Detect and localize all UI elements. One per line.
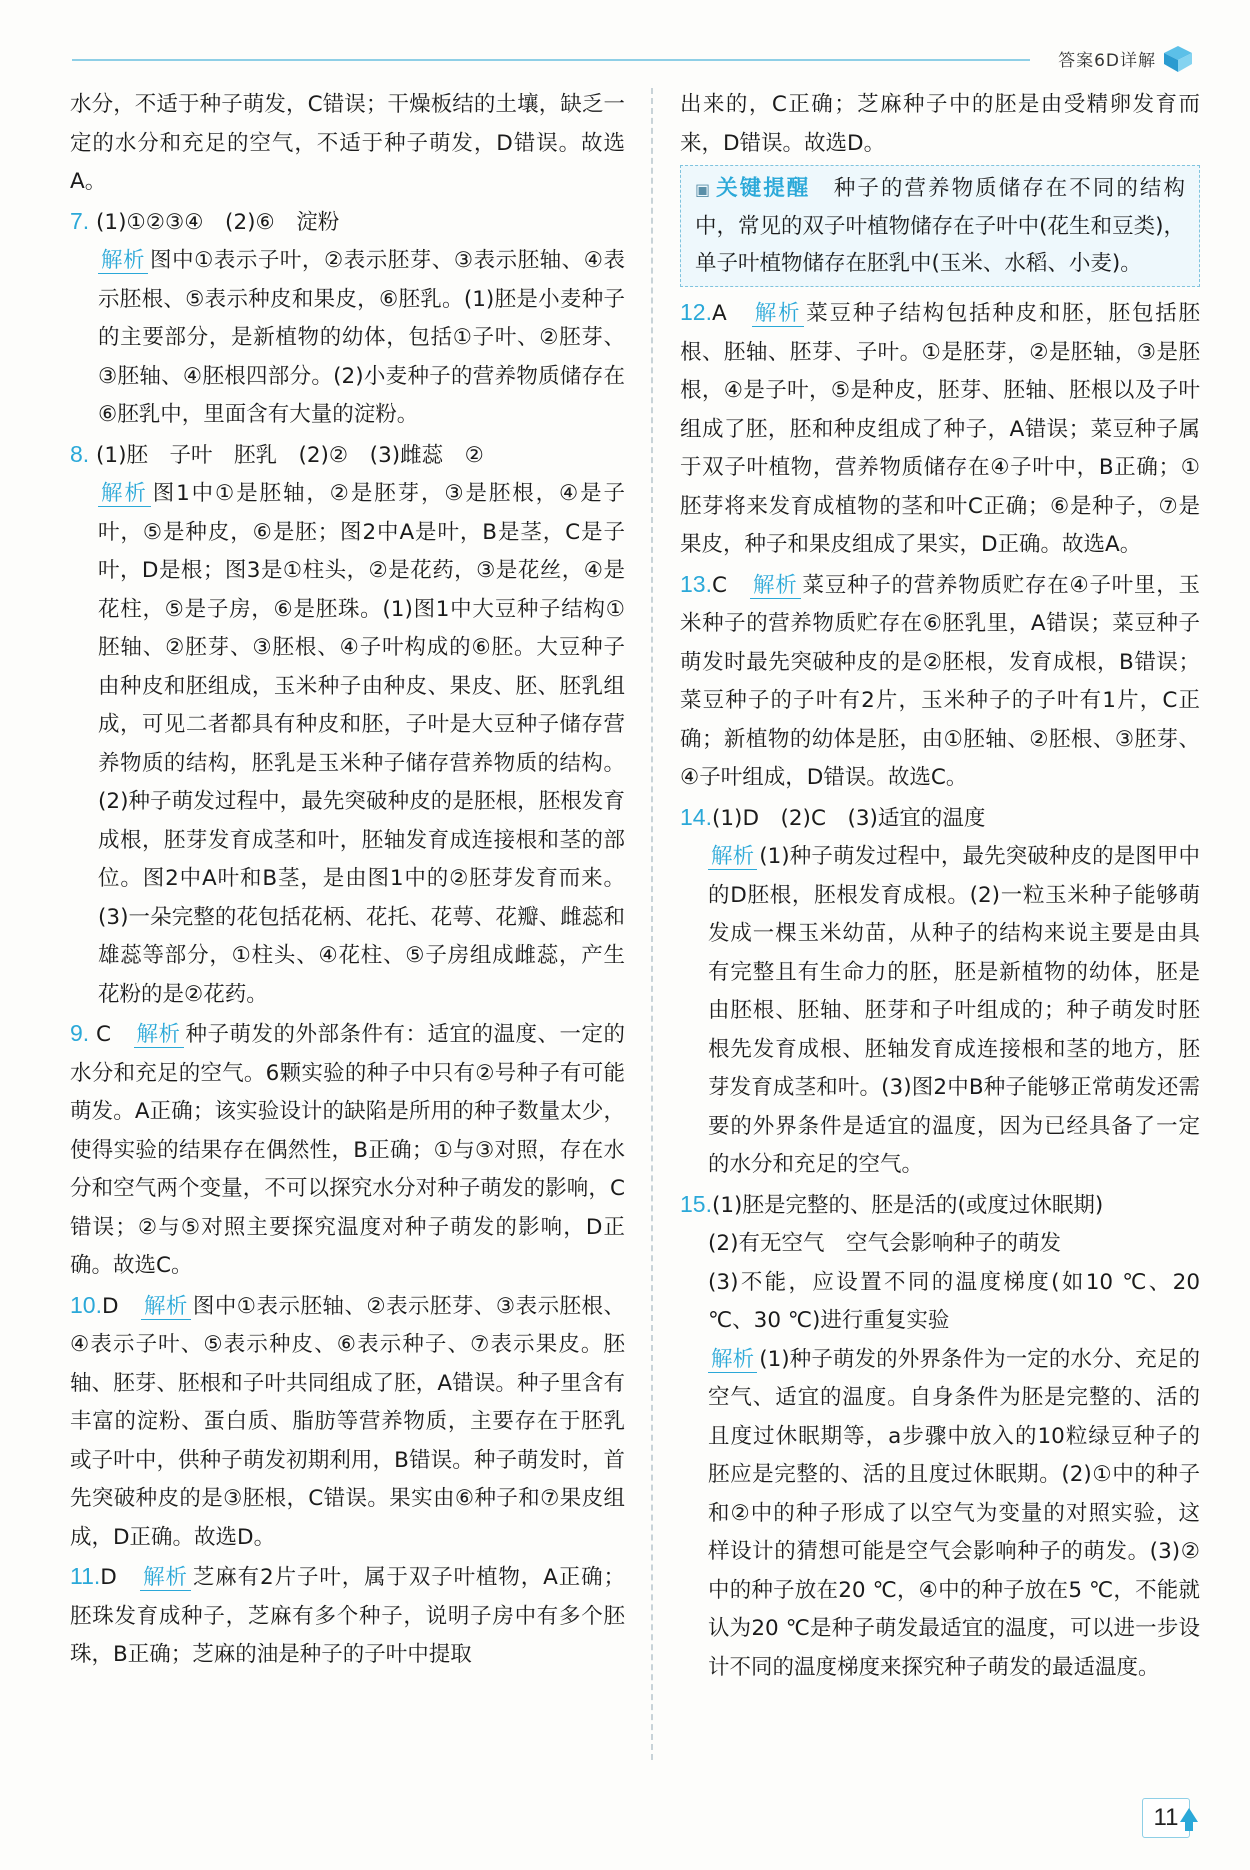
question-11: [70, 1557, 625, 1675]
analysis-tag: 解析: [708, 1347, 757, 1373]
answer-15-part-3: [680, 1264, 1200, 1341]
question-number: 9.: [70, 1020, 90, 1046]
question-number: 8.: [70, 440, 90, 467]
key-reminder-title: ▣ 关键提醒: [695, 176, 810, 201]
analysis-7: [70, 242, 625, 435]
left-column: [70, 86, 625, 1675]
answer-text: D: [100, 1565, 117, 1590]
analysis-text: 图中①表示子叶，②表示胚芽、③表示胚轴、④表示胚根、⑤表示种皮和果皮，⑥胚乳。(1)胚是小麦种子的主要部分，是新植物的幼体，包括①子叶、②胚芽、③胚轴、④胚根四部分。(2)小麦种子的营养物质储存在⑥胚乳中，里面含有大量的淀粉。: [98, 248, 625, 427]
analysis-text: 图中①表示胚轴、②表示胚芽、③表示胚根、④表示子叶、⑤表示种皮、⑥表示种子、⑦表示果皮。胚轴、胚芽、胚根和子叶共同组成了胚，A错误。种子里含有丰富的淀粉、蛋白质、脂肪等营养物质，主要存在于胚乳或子叶中，供种子萌发初期利用，B错误。种子萌发时，首先突破种皮的是③胚根，C错误。果实由⑥种子和⑦果皮组成，D正确。故选D。: [70, 1293, 625, 1550]
analysis-text: 菜豆种子结构包括种皮和胚，胚包括胚根、胚轴、胚芽、子叶。①是胚芽，②是胚轴，③是胚根，④是子叶，⑤是种皮，胚芽、胚轴、胚根以及子叶组成了胚，胚和种皮组成了种子，A错误；菜豆种子属于双子叶植物，营养物质储存在④子叶中，B正确；①胚芽将来发育成植物的茎和叶C正确；⑥是种子，⑦是果皮，种子和果皮组成了果实，D正确。故选A。: [680, 301, 1200, 557]
right-column: [680, 86, 1200, 1687]
question-number: 14.: [680, 803, 712, 830]
key-reminder-text: 种子的营养物质储存在不同的结构中，常见的双子叶植物储存在子叶中(花生和豆类)，单子叶植物储存在胚乳中(玉米、水稻、小麦)。: [695, 176, 1185, 276]
question-number: 11.: [70, 1563, 101, 1589]
analysis-tag: 解析: [134, 1022, 184, 1048]
key-reminder-box: [680, 165, 1200, 287]
analysis-tag: 解析: [708, 844, 757, 870]
analysis-text: 芝麻有2片子叶，属于双子叶植物，A正确；胚珠发育成种子，芝麻有多个种子，说明子房中有多个胚珠，B正确；芝麻的油是种子的子叶中提取: [70, 1565, 625, 1667]
analysis-text: (1)种子萌发的外界条件为一定的水分、充足的空气、适宜的温度。自身条件为胚是完整的、活的且度过休眠期等，a步骤中放入的10粒绿豆种子的胚应是完整的、活的且度过休眠期。(2)①中的种子和②中的种子形成了以空气为变量的对照实验，这样设计的猜想可能是空气会影响种子的萌发。(3)②中的种子放在20 ℃，④中的种子放在5 ℃，不能就认为20 ℃是种子萌发最适宜的温度，可以进一步设计不同的温度梯度来探究种子萌发的最适温度。: [708, 1346, 1200, 1680]
arrow-stem: [1185, 1821, 1193, 1831]
page-number-badge: [1142, 1798, 1198, 1838]
analysis-text: 菜豆种子的营养物质贮存在④子叶里，玉米种子的营养物质贮存在⑥胚乳里，A错误；菜豆种子萌发时最先突破种皮的是②胚根，发育成根，B错误；菜豆种子的子叶有2片，玉米种子的子叶有1片，C正确；新植物的幼体是胚，由①胚轴、②胚根、③胚芽、④子叶组成，D错误。故选C。: [680, 572, 1200, 790]
page-number: 11: [1142, 1798, 1190, 1838]
question-13: [680, 565, 1200, 798]
question-number: 12.: [680, 299, 712, 325]
question-9: [70, 1014, 625, 1286]
question-14: [680, 798, 1200, 839]
answer-text: (1)D (2)C (3)适宜的温度: [711, 805, 986, 831]
question-7: [70, 202, 625, 243]
analysis-15: [680, 1341, 1200, 1688]
analysis-tag: 解析: [140, 1565, 191, 1591]
column-divider: [651, 88, 653, 1760]
header-label: 答案6D详解: [1058, 51, 1156, 71]
diamond-icon: [1162, 44, 1194, 74]
analysis-tag: 解析: [752, 301, 805, 327]
header-rule: [72, 59, 1030, 61]
question-number: 13.: [680, 570, 712, 597]
answer-text: D: [101, 1293, 119, 1319]
answer-text: A: [711, 301, 727, 326]
page-header: [72, 44, 1200, 74]
continuation-text: [70, 86, 625, 202]
analysis-text: 种子萌发的外部条件有：适宜的温度、一定的水分和充足的空气。6颗实验的种子中只有②号种子有可能萌发。A正确；该实验设计的缺陷是所用的种子数量太少，使得实验的结果存在偶然性，B正确；①与③对照，存在水分和空气两个变量，不可以探究水分对种子萌发的影响，C错误；②与⑤对照主要探究温度对种子萌发的影响，D正确。故选C。: [70, 1022, 625, 1278]
question-10: [70, 1286, 625, 1558]
analysis-14: [680, 838, 1200, 1185]
analysis-tag: 解析: [750, 573, 801, 599]
analysis-text: 图1中①是胚轴，②是胚芽，③是胚根，④是子叶，⑤是种皮，⑥是胚；图2中A是叶，B是茎，C是子叶，D是根；图3是①柱头，②是花药，③是花丝，④是花柱，⑤是子房，⑥是胚珠。(1)图1中大豆种子结构①胚轴、②胚芽、③胚根、④子叶构成的⑥胚。大豆种子由种皮和胚组成，玉米种子由种皮、果皮、胚、胚乳组成，可见二者都具有种皮和胚，子叶是大豆种子储存营养物质的结构，胚乳是玉米种子储存营养物质的结构。(2)种子萌发过程中，最先突破种皮的是胚根，胚根发育成根，胚芽发育成茎和叶，胚轴发育成连接根和茎的部位。图2中A叶和B茎，是由图1中的②胚芽发育而来。(3)一朵完整的花包括花柄、花托、花萼、花瓣、雌蕊和雄蕊等部分，①柱头、④花柱、⑤子房组成雌蕊，产生花粉的是②花药。: [98, 481, 625, 1007]
question-number: 15.: [680, 1190, 712, 1217]
analysis-8: [70, 475, 625, 1014]
answer-text: C: [711, 572, 727, 598]
answer-text: (1)胚是完整的、胚是活的(或度过休眠期): [711, 1192, 1104, 1218]
analysis-text: (1)种子萌发过程中，最先突破种皮的是图甲中的D胚根，胚根发育成根。(2)一粒玉米种子能够萌发成一棵玉米幼苗，从种子的结构来说主要是由具有完整且有生命力的胚，胚是新植物的幼体，胚是由胚根、胚轴、胚芽和子叶组成的；种子萌发时胚根先发育成根、胚轴发育成连接根和茎的地方，胚芽发育成茎和叶。(3)图2中B种子能够正常萌发还需要的外界条件是适宜的温度，因为已经具备了一定的水分和充足的空气。: [708, 844, 1200, 1177]
answer-15-part-2: [680, 1225, 1200, 1264]
item-text: 出来的，C正确；芝麻种子中的胚是由受精卵发育而来，D错误。故选D。: [680, 92, 1200, 156]
answer-text: (1)胚 子叶 胚乳 (2)② (3)雌蕊 ②: [96, 442, 484, 468]
question-number: 7.: [70, 207, 90, 234]
analysis-tag: 解析: [141, 1294, 191, 1320]
answer-text: (2)有无空气 空气会影响种子的萌发: [708, 1231, 1061, 1256]
question-12: [680, 293, 1200, 565]
question-number: 10.: [70, 1291, 102, 1318]
item-text: 水分，不适于种子萌发，C错误；干燥板结的土壤，缺乏一定的水分和充足的空气，不适于种子萌发，D错误。故选A。: [70, 92, 625, 194]
question-15: [680, 1185, 1200, 1226]
answer-text: (3)不能，应设置不同的温度梯度(如10 ℃、20 ℃、30 ℃)进行重复实验: [708, 1269, 1200, 1333]
question-8: [70, 435, 625, 476]
arrow-up-icon: [1180, 1808, 1198, 1822]
continuation-text: [680, 86, 1200, 163]
answer-text: C: [96, 1022, 112, 1047]
analysis-tag: 解析: [98, 481, 151, 507]
analysis-tag: 解析: [98, 248, 148, 274]
answer-text: (1)①②③④ (2)⑥ 淀粉: [96, 209, 340, 235]
